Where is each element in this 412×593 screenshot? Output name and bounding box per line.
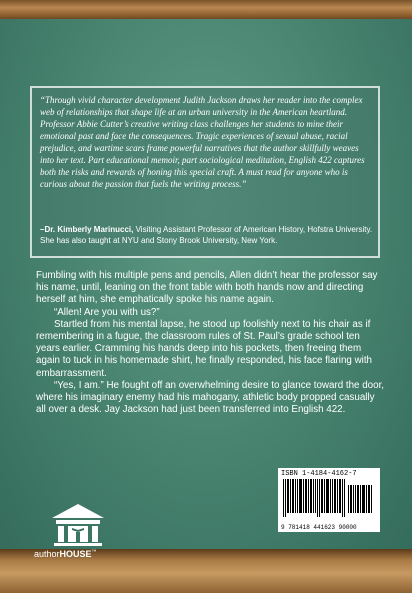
barcode-bars-icon [281,479,377,519]
authorhouse-logo-icon [48,500,108,548]
publisher-name: authorHOUSE™ [34,549,97,559]
review-author: –Dr. Kimberly Marinucci, [40,225,134,234]
isbn-number: ISBN 1-4184-4162-7 [281,470,357,478]
review-author-credentials: Visiting Assistant Professor of American History, Hofstra University. She has also taught at NYU and Stony Brook University, New York. [40,225,373,245]
excerpt-paragraph: Startled from his mental lapse, he stood up foolishly next to his chair as if remembering in a fugue, the classroom rules of St. Paul’s grade school ten years earlier. Cramming his hands deep into his pockets, then freeing them again to tuck in his homemade shirt, he finally responded, his face flaring with embarrassment. [36,318,372,379]
review-attribution [40,224,374,246]
excerpt-paragraph: “Allen! Are you with us?” [54,306,160,318]
review-quote-text: “Through vivid character development Judith Jackson draws her reader into the complex web of relationships that shape life at an urban university in the American heartland. Professor Abbie Cutter’s creative writing class challenges her students to mine their emotional past and face the consequences. Tragic experiences of sexual abuse, racial prejudice, and wartime scars frame powerful narratives that the author skillfully weaves into her text. Part educational memoir, part sociological meditation, English 422 captures both the risks and rewards of honing this special craft. A must read for anyone who is curious about the passion that fuels the writing process.” [40,95,365,189]
barcode-digits: 9 781418 441623 90000 [281,524,357,531]
chalkboard-frame-top [0,0,412,19]
excerpt-paragraph: “Yes, I am.” He fought off an overwhelming desire to glance toward the door, where his imaginary enemy had his mahogany, athletic body propped casually all over a desk. Jay Jackson had just been transferred into English 422. [36,379,385,416]
book-excerpt [36,270,386,416]
isbn-barcode [278,468,380,532]
excerpt-paragraph: Fumbling with his multiple pens and pencils, Allen didn’t hear the professor say his name, until, leaning on the front table with both hands now and directing herself at him, she emphatically spoke his name again. [36,270,378,306]
